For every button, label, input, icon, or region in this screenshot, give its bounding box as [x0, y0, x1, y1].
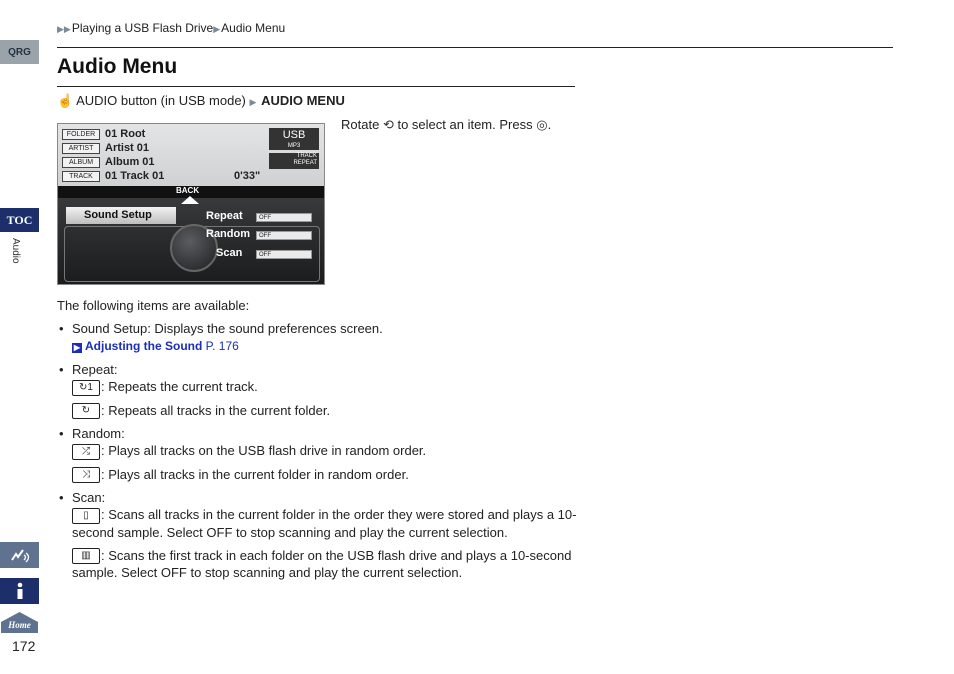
press-knob-icon: ◎ — [536, 117, 548, 132]
random-folder-icon: ⤨ — [72, 467, 100, 483]
home-icon[interactable] — [0, 611, 39, 633]
repeat-state: OFF — [256, 213, 312, 222]
scan-first-track-icon: ▥ — [72, 548, 100, 564]
breadcrumb-arrow-icon: ▶▶ — [57, 24, 71, 34]
info-icon[interactable] — [0, 578, 39, 604]
instruction-select: to select an item. Press — [397, 117, 533, 132]
breadcrumb-item-current: Audio Menu — [221, 21, 286, 35]
header-divider — [57, 47, 893, 48]
repeat-folder-icon: ↻ — [72, 403, 100, 419]
back-label: BACK — [176, 186, 200, 195]
path-arrow-icon: ▶ — [249, 97, 257, 107]
random-all-icon: ⤮ — [72, 444, 100, 460]
menu-path — [57, 93, 345, 109]
now-playing-area — [58, 124, 324, 186]
voice-command-icon[interactable] — [0, 542, 39, 568]
artist-row: ARTIST Artist 01 — [62, 142, 149, 154]
rotate-knob-icon: ⟲ — [382, 117, 394, 132]
play-time: 0'33" — [234, 170, 261, 182]
format-badge: MP3 — [269, 142, 319, 150]
body-text — [57, 297, 577, 581]
page-title: Audio Menu — [57, 55, 178, 78]
qrg-tab[interactable]: QRG — [0, 40, 39, 64]
back-arrow-icon — [181, 196, 199, 204]
toc-tab[interactable]: TOC — [0, 208, 39, 232]
menu-area — [58, 186, 324, 284]
repeat-option[interactable]: Repeat — [206, 210, 243, 222]
section-label: Audio — [10, 238, 21, 264]
random-all-row: ⤮ : Plays all tracks on the USB flash drive in random order. — [57, 442, 577, 460]
instruction-rotate: Rotate — [341, 117, 380, 132]
list-item-sound-setup: • Sound Setup: Displays the sound preferences screen. ▶ Adjusting the Sound P. 176 — [57, 320, 577, 355]
album-row: ALBUM Album 01 — [62, 156, 155, 168]
random-state: OFF — [256, 231, 312, 240]
list-item-scan: • Scan: — [57, 489, 577, 506]
play-mode-badge: TRACK REPEAT — [269, 153, 319, 169]
repeat-track-row: ↻1 : Repeats the current track. — [57, 378, 577, 396]
scan-first-track-row: ▥ : Scans the first track in each folder on the USB flash drive and plays a 10-second sample. Select OFF to stop scanning and play the current selection. — [72, 547, 572, 581]
folder-row: FOLDER 01 Root — [62, 128, 145, 140]
title-divider — [57, 86, 575, 87]
hand-press-icon: ☝ — [57, 93, 74, 108]
source-badge: USB — [269, 128, 319, 142]
repeat-track-icon: ↻1 — [72, 380, 100, 396]
breadcrumb-item[interactable]: Playing a USB Flash Drive — [71, 21, 214, 35]
page-number: 172 — [12, 638, 36, 654]
scan-state: OFF — [256, 250, 312, 259]
home-label: Home — [8, 620, 31, 630]
breadcrumb-arrow-icon: ▶ — [213, 24, 221, 34]
random-folder-row: ⤨ : Plays all tracks in the current folder in random order. — [57, 466, 577, 484]
intro-text: The following items are available: — [57, 298, 250, 313]
scan-folder-row: ▯ : Scans all tracks in the current folder in the order they were stored and plays a 10-second sample. Select OFF to stop scanning and play the current selection. — [72, 507, 577, 540]
scan-folder-icon: ▯ — [72, 508, 100, 524]
instruction: Rotate ⟲ to select an item. Press ◎. — [341, 117, 552, 132]
list-item-random: • Random: — [57, 425, 577, 442]
track-row: TRACK 01 Track 01 — [62, 170, 164, 182]
audio-menu-screen — [57, 123, 325, 285]
path-target: AUDIO MENU — [261, 93, 345, 108]
path-prefix: AUDIO button (in USB mode) — [76, 93, 246, 108]
xref-link[interactable]: ▶ Adjusting the Sound P. 176 — [73, 339, 239, 353]
scan-option[interactable]: Scan — [216, 247, 243, 259]
xref-arrow-icon: ▶ — [73, 343, 81, 352]
list-item-repeat: • Repeat: — [57, 361, 577, 378]
random-option[interactable]: Random — [206, 228, 250, 240]
sound-setup-button[interactable]: Sound Setup — [66, 207, 176, 224]
repeat-folder-row: ↻ : Repeats all tracks in the current folder. — [57, 402, 577, 420]
breadcrumb — [57, 21, 285, 35]
